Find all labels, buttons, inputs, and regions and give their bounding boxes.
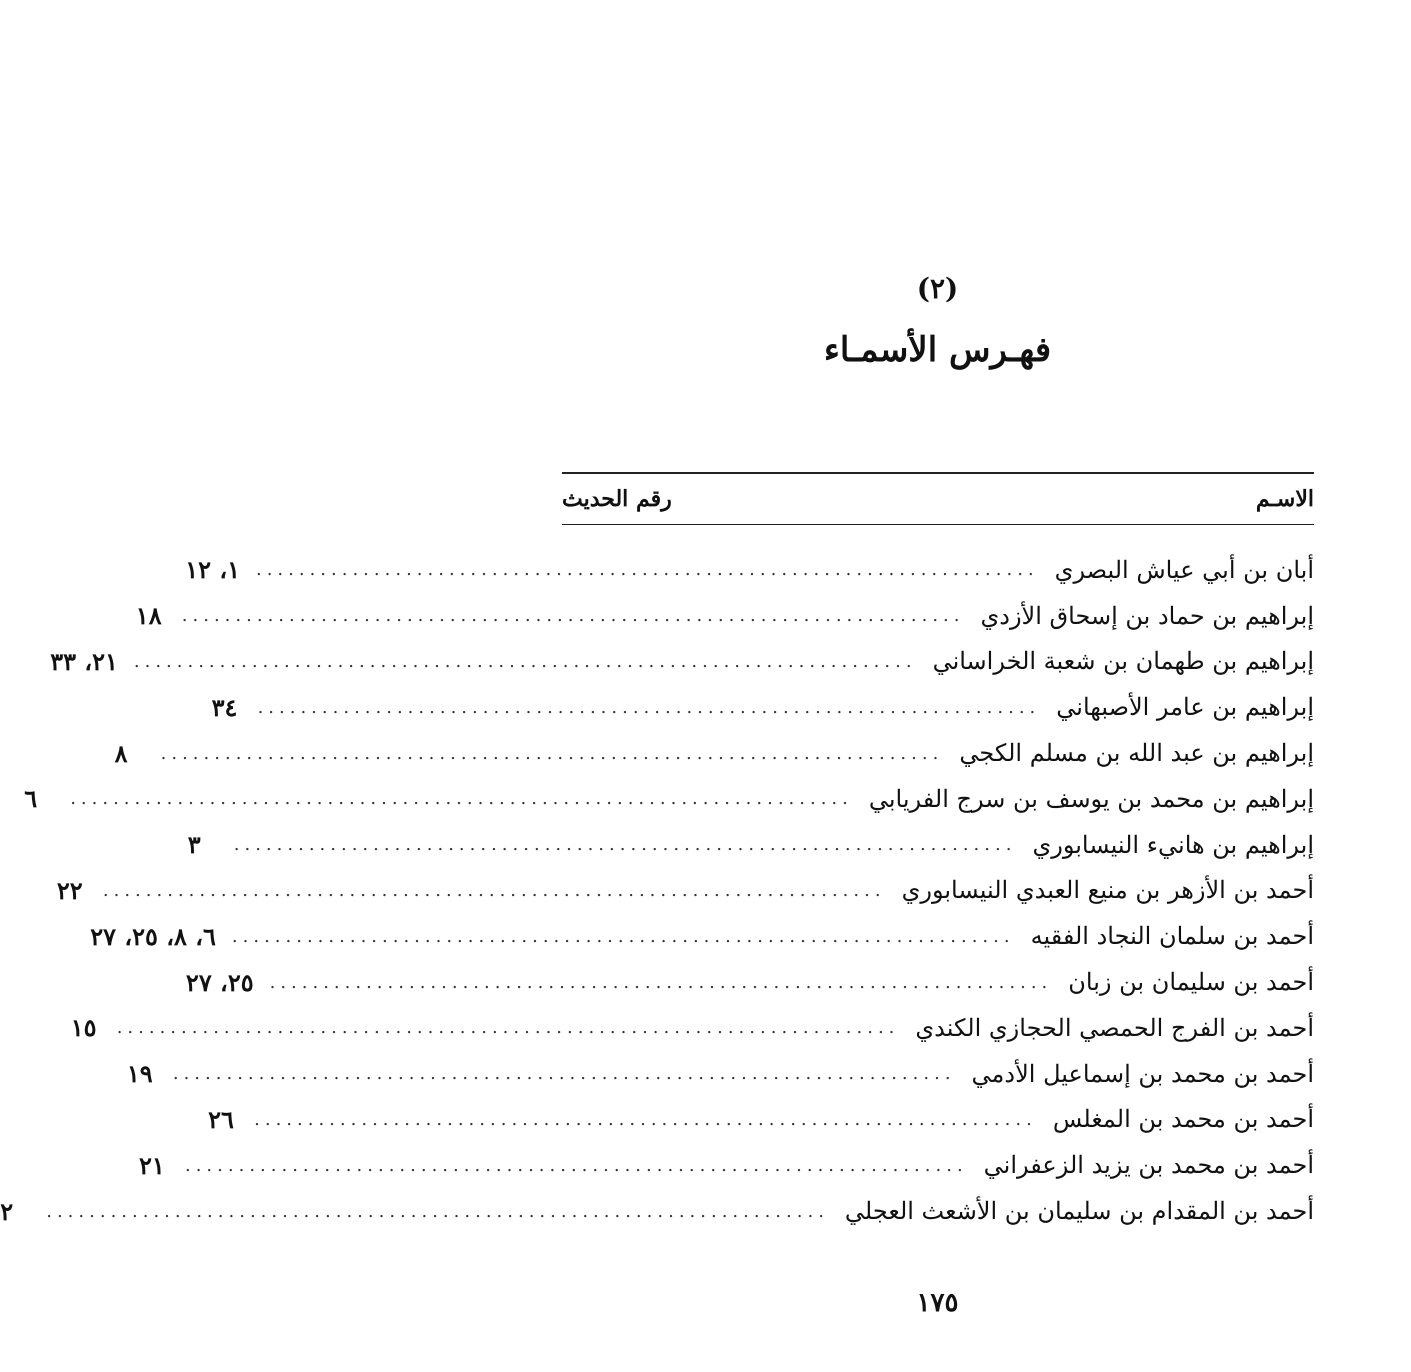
page-number: ١٧٥	[916, 1288, 959, 1318]
header-rule-bottom	[562, 524, 1314, 525]
table-row	[185, 959, 1314, 1005]
names-index-table	[0, 472, 1314, 1234]
entry-refs: ٢٥، ٢٧	[185, 967, 254, 997]
table-row	[50, 639, 1314, 685]
leader-dots: .........................................................................	[46, 1200, 829, 1222]
column-header-name: الاسـم	[1255, 486, 1314, 512]
entry-name: أحمد بن الفرج الحمصي الحجازي الكندي	[915, 1013, 1314, 1042]
column-header-refs: رقم الحديث	[562, 486, 672, 512]
leader-dots: .........................................................................	[255, 559, 1039, 581]
entry-refs: ٢	[0, 1196, 14, 1226]
entry-name: أحمد بن محمد بن إسماعيل الأدمي	[971, 1059, 1314, 1088]
table-row	[187, 822, 1314, 868]
table-row	[24, 776, 1314, 822]
leader-dots: .........................................................................	[184, 1154, 968, 1176]
leader-dots: .........................................................................	[70, 788, 853, 810]
table-row	[90, 913, 1314, 959]
entry-refs: ٢١، ٣٣	[50, 646, 118, 676]
entry-name: إبراهيم بن هانيء النيسابوري	[1032, 830, 1314, 859]
entry-name: أحمد بن الأزهر بن منيع العبدي النيسابوري	[901, 876, 1314, 905]
entry-refs: ٣٤	[211, 692, 238, 722]
entry-refs: ٢٦	[208, 1104, 234, 1134]
leader-dots: .........................................................................	[257, 696, 1041, 718]
entry-refs: ٨	[114, 738, 128, 768]
entry-name: أحمد بن المقدام بن سليمان بن الأشعث العجلي	[844, 1197, 1314, 1226]
table-row	[56, 868, 1314, 914]
entry-list	[0, 547, 1314, 1234]
section-number: (٢)	[916, 272, 959, 305]
entry-refs: ٣	[187, 830, 201, 860]
entry-refs: ٢١	[138, 1150, 165, 1180]
entry-name: إبراهيم بن حماد بن إسحاق الأزدي	[980, 601, 1314, 630]
table-row	[114, 730, 1314, 776]
entry-refs: ١٨	[135, 601, 162, 631]
entry-refs: ٦	[24, 784, 38, 814]
entry-name: أحمد بن محمد بن المغلس	[1052, 1105, 1314, 1134]
table-row	[70, 1005, 1314, 1051]
entry-name: أبان بن أبي عياش البصري	[1054, 555, 1314, 584]
entry-name: إبراهيم بن طهمان بن شعبة الخراساني	[932, 647, 1314, 676]
leader-dots: .........................................................................	[269, 971, 1053, 993]
leader-dots: .........................................................................	[160, 742, 944, 764]
entry-name: إبراهيم بن عبد الله بن مسلم الكجي	[959, 739, 1314, 768]
leader-dots: .........................................................................	[102, 879, 886, 901]
entry-name: أحمد بن محمد بن يزيد الزعفراني	[983, 1151, 1314, 1180]
table-row	[185, 547, 1314, 593]
page-title: فهـرس الأسمـاء	[823, 330, 1052, 370]
leader-dots: .........................................................................	[254, 1108, 1037, 1130]
entry-refs: ٢٢	[56, 875, 83, 905]
leader-dots: .........................................................................	[231, 925, 1015, 947]
entry-refs: ١، ١٢	[185, 555, 240, 585]
entry-name: أحمد بن سليمان بن زبان	[1068, 968, 1314, 997]
entry-name: إبراهيم بن عامر الأصبهاني	[1056, 693, 1314, 722]
table-row	[208, 1097, 1314, 1143]
table-row	[126, 1051, 1314, 1097]
entry-refs: ١٥	[70, 1013, 97, 1043]
leader-dots: .........................................................................	[116, 1017, 900, 1039]
entry-refs: ٦، ٨، ٢٥، ٢٧	[90, 921, 216, 951]
table-row	[138, 1142, 1314, 1188]
table-row	[0, 1188, 1314, 1234]
entry-name: إبراهيم بن محمد بن يوسف بن سرج الفريابي	[868, 784, 1314, 813]
leader-dots: .........................................................................	[133, 650, 917, 672]
table-row	[135, 593, 1314, 639]
leader-dots: .........................................................................	[181, 605, 965, 627]
leader-dots: .........................................................................	[233, 834, 1017, 856]
table-header	[562, 474, 1314, 524]
leader-dots: .........................................................................	[172, 1063, 956, 1085]
table-row	[211, 684, 1314, 730]
entry-refs: ١٩	[126, 1059, 153, 1089]
entry-name: أحمد بن سلمان النجاد الفقيه	[1030, 922, 1314, 951]
